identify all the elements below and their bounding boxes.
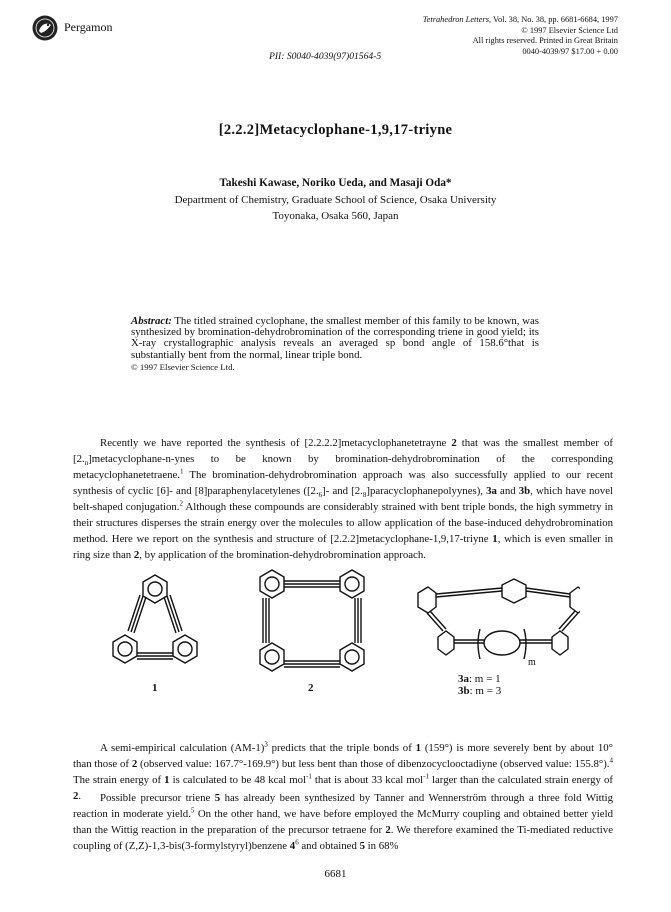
compound-2-structure — [260, 570, 364, 671]
abstract-label: Abstract: — [131, 315, 172, 327]
citation-ref: 1 — [180, 467, 184, 476]
abstract-copyright: © 1997 Elsevier Science Ltd. — [131, 361, 235, 372]
compound-1-structure — [113, 575, 197, 663]
compound-ref: 2 — [133, 549, 140, 561]
pergamon-logo-icon — [32, 15, 58, 41]
issn-line: 0040-4039/97 $17.00 + 0.00 — [522, 46, 618, 56]
figure-label-1: 1 — [152, 682, 158, 694]
compound-ref: 2 — [73, 790, 79, 802]
paragraph-2: A semi-empirical calculation $(AM-1)^3$ predicts that the triple bonds of 1 (159°) is more severely bent by about 10° than those of 2 (observed value: 167.7°-169.9°) but less bent than those of dibenzocyclooctadiyne (observed value: 155.8°).$^4$ The strain energy of 1 is calculated to be 48 kcal mol$^{-1}$ that is about 33 kcal mol$^{-1}$ larger than the calculated strain energy of 2. — [73, 740, 614, 802]
compound-ref: 1 — [164, 774, 170, 786]
figure-label-2: 2 — [308, 682, 314, 694]
citation-ref: 4 — [609, 756, 613, 765]
authors: Takeshi Kawase, Noriko Ueda, and Masaji Oda* — [219, 177, 452, 189]
pii-line: PII: S0040-4039(97)01564-5 — [269, 51, 382, 62]
compound-ref: 3b — [518, 485, 531, 497]
journal-header — [423, 15, 618, 57]
compound-ref: 1 — [415, 742, 422, 754]
citation-ref: 2 — [179, 499, 183, 508]
affiliation — [0, 193, 671, 224]
citation-ref: 3 — [264, 740, 268, 749]
citation-ref: 6 — [295, 838, 299, 847]
abstract-text: The titled strained cyclophane, the smallest member of this family to be known, was synthesized by bromination-dehydrobromination of the corresponding triene in good yield; its X-ray crystallographic analysis reveals an averaged sp bond angle of 158.6°that is substantially bent from the normal, linear triple bond. — [131, 315, 539, 361]
rights-line: All rights reserved. Printed in Great Britain — [472, 36, 618, 46]
compound-ref: 1 — [492, 533, 498, 545]
figure-label-3a: 3a: m = 1 — [458, 673, 501, 685]
compound-ref: 2 — [451, 437, 457, 449]
abstract — [131, 316, 539, 373]
copyright-line: © 1997 Elsevier Science Ltd — [521, 25, 618, 35]
paragraph-3: Possible precursor triene 5 has already been synthesized by Tanner and Wennerström through a three fold Wittig reaction in moderate yield.$^5$ On the other hand, we have before employed the McMurry coupling and obtained better yield than the Wittig reaction in the preparation of the precursor tetraene for 2. We therefore examined the Ti-mediated reductive coupling of (Z,Z)-1,3-bis(3-formylstyryl)benzene $4^6$ and obtained 5 in 68% — [73, 792, 613, 852]
affiliation-line2: Toyonaka, Osaka 560, Japan — [272, 209, 399, 222]
compound-ref: 2 — [131, 758, 138, 770]
figure-label-m: m — [528, 657, 536, 668]
publisher-name: Pergamon — [64, 20, 113, 34]
journal-citation: Tetrahedron Letters, Vol. 38, No. 38, pp. 6681-6684, 1997 — [422, 15, 618, 24]
paragraph-1: Recently we have reported the synthesis of [2.2.2.2]metacyclophanetetrayne 2 that was the smallest member of $[2._n]metacyclophane-n$-ynes to be known by bromination-dehydrobromination of the corresponding metacyclophanetetraene.$^1$ The bromination-dehydrobromination approach was also successfully applied to our recent synthesis of cyclic [6]- and [8]paraphenylacetylenes ($[2._6]-$ and $[2._8]paracyclophanepolyynes$), 3a and 3b, which have novel belt-shaped conjugation.$^2$ Although these compounds are considerably strained with bent triple bonds, the high symmetry in their structures disperses the strain energy over the molecules to allow application of the base-induced dehydrobromination method. Here we report on the synthesis and structure of [2.2.2]metacyclophane-1,9,17-triyne 1, which is even smaller in ring size than 2, by application of the bromination-dehydrobromination approach. — [73, 437, 613, 561]
compound-ref: 5 — [359, 840, 365, 852]
compound-ref: 2 — [385, 824, 391, 836]
page-number: 6681 — [324, 868, 347, 880]
compound-ref: 5 — [214, 792, 221, 804]
compound-3-structure — [418, 579, 580, 659]
structures-figure — [100, 563, 580, 703]
citation-ref: 5 — [190, 806, 195, 815]
figure-label-3b: 3b: m = 3 — [458, 685, 502, 697]
compound-ref: 4 — [289, 840, 296, 852]
article-title: [2.2.2]Metacyclophane-1,9,17-triyne — [218, 122, 453, 138]
compound-ref: 3a — [486, 485, 497, 497]
affiliation-line1: Department of Chemistry, Graduate School of Science, Osaka University — [174, 194, 497, 206]
